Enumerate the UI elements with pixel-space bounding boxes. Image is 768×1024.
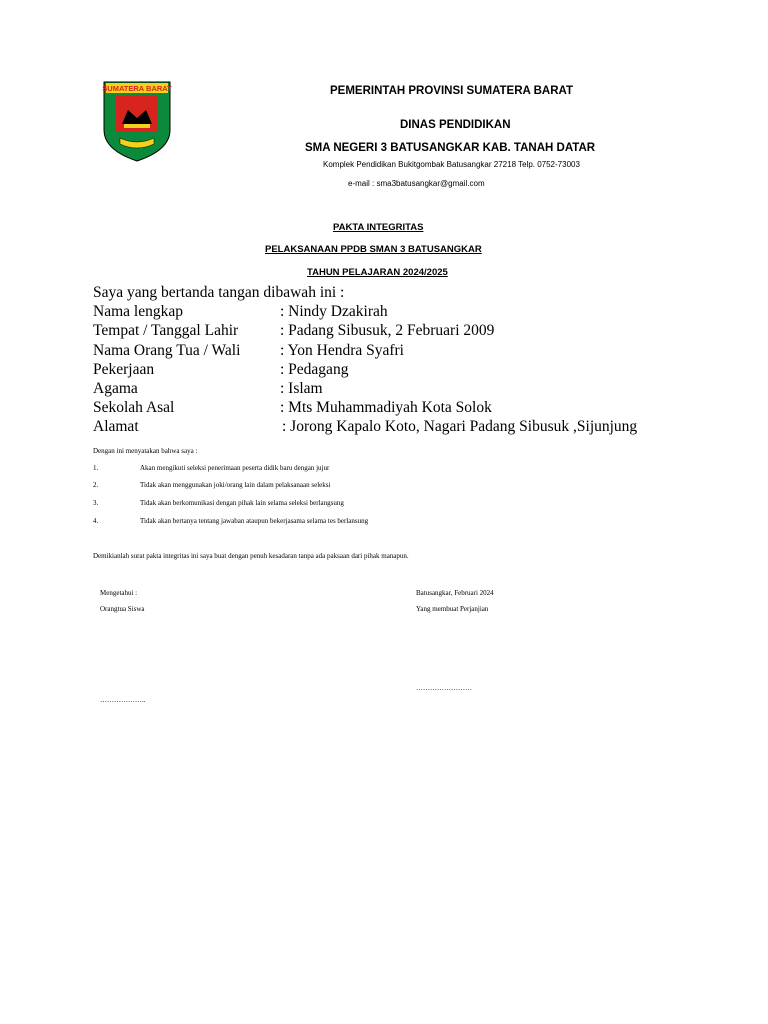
- letterhead-government: PEMERINTAH PROVINSI SUMATERA BARAT: [330, 85, 573, 97]
- left-signature-title: Mengetahui :: [100, 589, 138, 597]
- closing-text: Demikianlah surat pakta integritas ini saya buat dengan penuh kesadaran tanpa ada paksaan dari pihak manapun.: [93, 552, 409, 560]
- field-value: : Nindy Dzakirah: [280, 303, 388, 320]
- doc-subtitle: PELAKSANAAN PPDB SMAN 3 BATUSANGKAR: [265, 244, 482, 255]
- letterhead-email: e-mail : sma3batusangkar@gmail.com: [348, 179, 485, 188]
- logo-text: SUMATERA BARAT: [102, 84, 172, 93]
- field-value: : Islam: [280, 380, 323, 397]
- field-value: : Yon Hendra Syafri: [280, 342, 404, 359]
- field-label: Alamat: [93, 418, 139, 435]
- province-logo: [102, 80, 172, 163]
- right-signature-role: Yang membuat Perjanjian: [416, 605, 489, 613]
- left-signature-role: Orangtua Siswa: [100, 605, 145, 613]
- intro-text: Saya yang bertanda tangan dibawah ini :: [93, 284, 345, 301]
- statement-number: 1.: [93, 464, 99, 472]
- field-value: : Padang Sibusuk, 2 Februari 2009: [280, 322, 495, 339]
- statement-number: 2.: [93, 481, 99, 489]
- letterhead-school: SMA NEGERI 3 BATUSANGKAR KAB. TANAH DATAR: [305, 142, 596, 154]
- statement-text: Tidak akan bertanya tentang jawaban ataupun bekerjasama selama tes berlansung: [140, 517, 369, 525]
- field-label: Sekolah Asal: [93, 399, 175, 416]
- field-label: Tempat / Tanggal Lahir: [93, 322, 239, 339]
- field-label: Nama Orang Tua / Wali: [93, 342, 241, 359]
- statement-text: Akan mengikuti seleksi penerimaan peserta didik baru dengan jujur: [140, 464, 330, 472]
- right-place-date: Batusangkar, Februari 2024: [416, 589, 494, 597]
- right-signature-line: ……………………: [416, 684, 472, 692]
- letterhead-address: Komplek Pendidikan Bukitgombak Batusangkar 27218 Telp. 0752-73003: [323, 160, 580, 169]
- letterhead-department: DINAS PENDIDIKAN: [400, 119, 511, 131]
- statement-intro: Dengan ini menyatakan bahwa saya :: [93, 447, 198, 455]
- doc-year: TAHUN PELAJARAN 2024/2025: [307, 267, 448, 278]
- field-label: Pekerjaan: [93, 361, 155, 378]
- left-signature-line: ………………..: [100, 696, 146, 704]
- statement-number: 3.: [93, 499, 99, 507]
- doc-title: PAKTA INTEGRITAS: [333, 222, 424, 233]
- statement-text: Tidak akan berkomunikasi dengan pihak lain selama seleksi berlangsung: [140, 499, 344, 507]
- field-value: : Mts Muhammadiyah Kota Solok: [280, 399, 492, 416]
- statement-number: 4.: [93, 517, 99, 525]
- field-value: : Pedagang: [280, 361, 349, 378]
- statement-text: Tidak akan menggunakan joki/orang lain dalam pelaksanaan seleksi: [140, 481, 331, 489]
- field-value: : Jorong Kapalo Koto, Nagari Padang Sibusuk ,Sijunjung: [282, 418, 638, 435]
- field-label: Nama lengkap: [93, 303, 183, 320]
- field-label: Agama: [93, 380, 138, 397]
